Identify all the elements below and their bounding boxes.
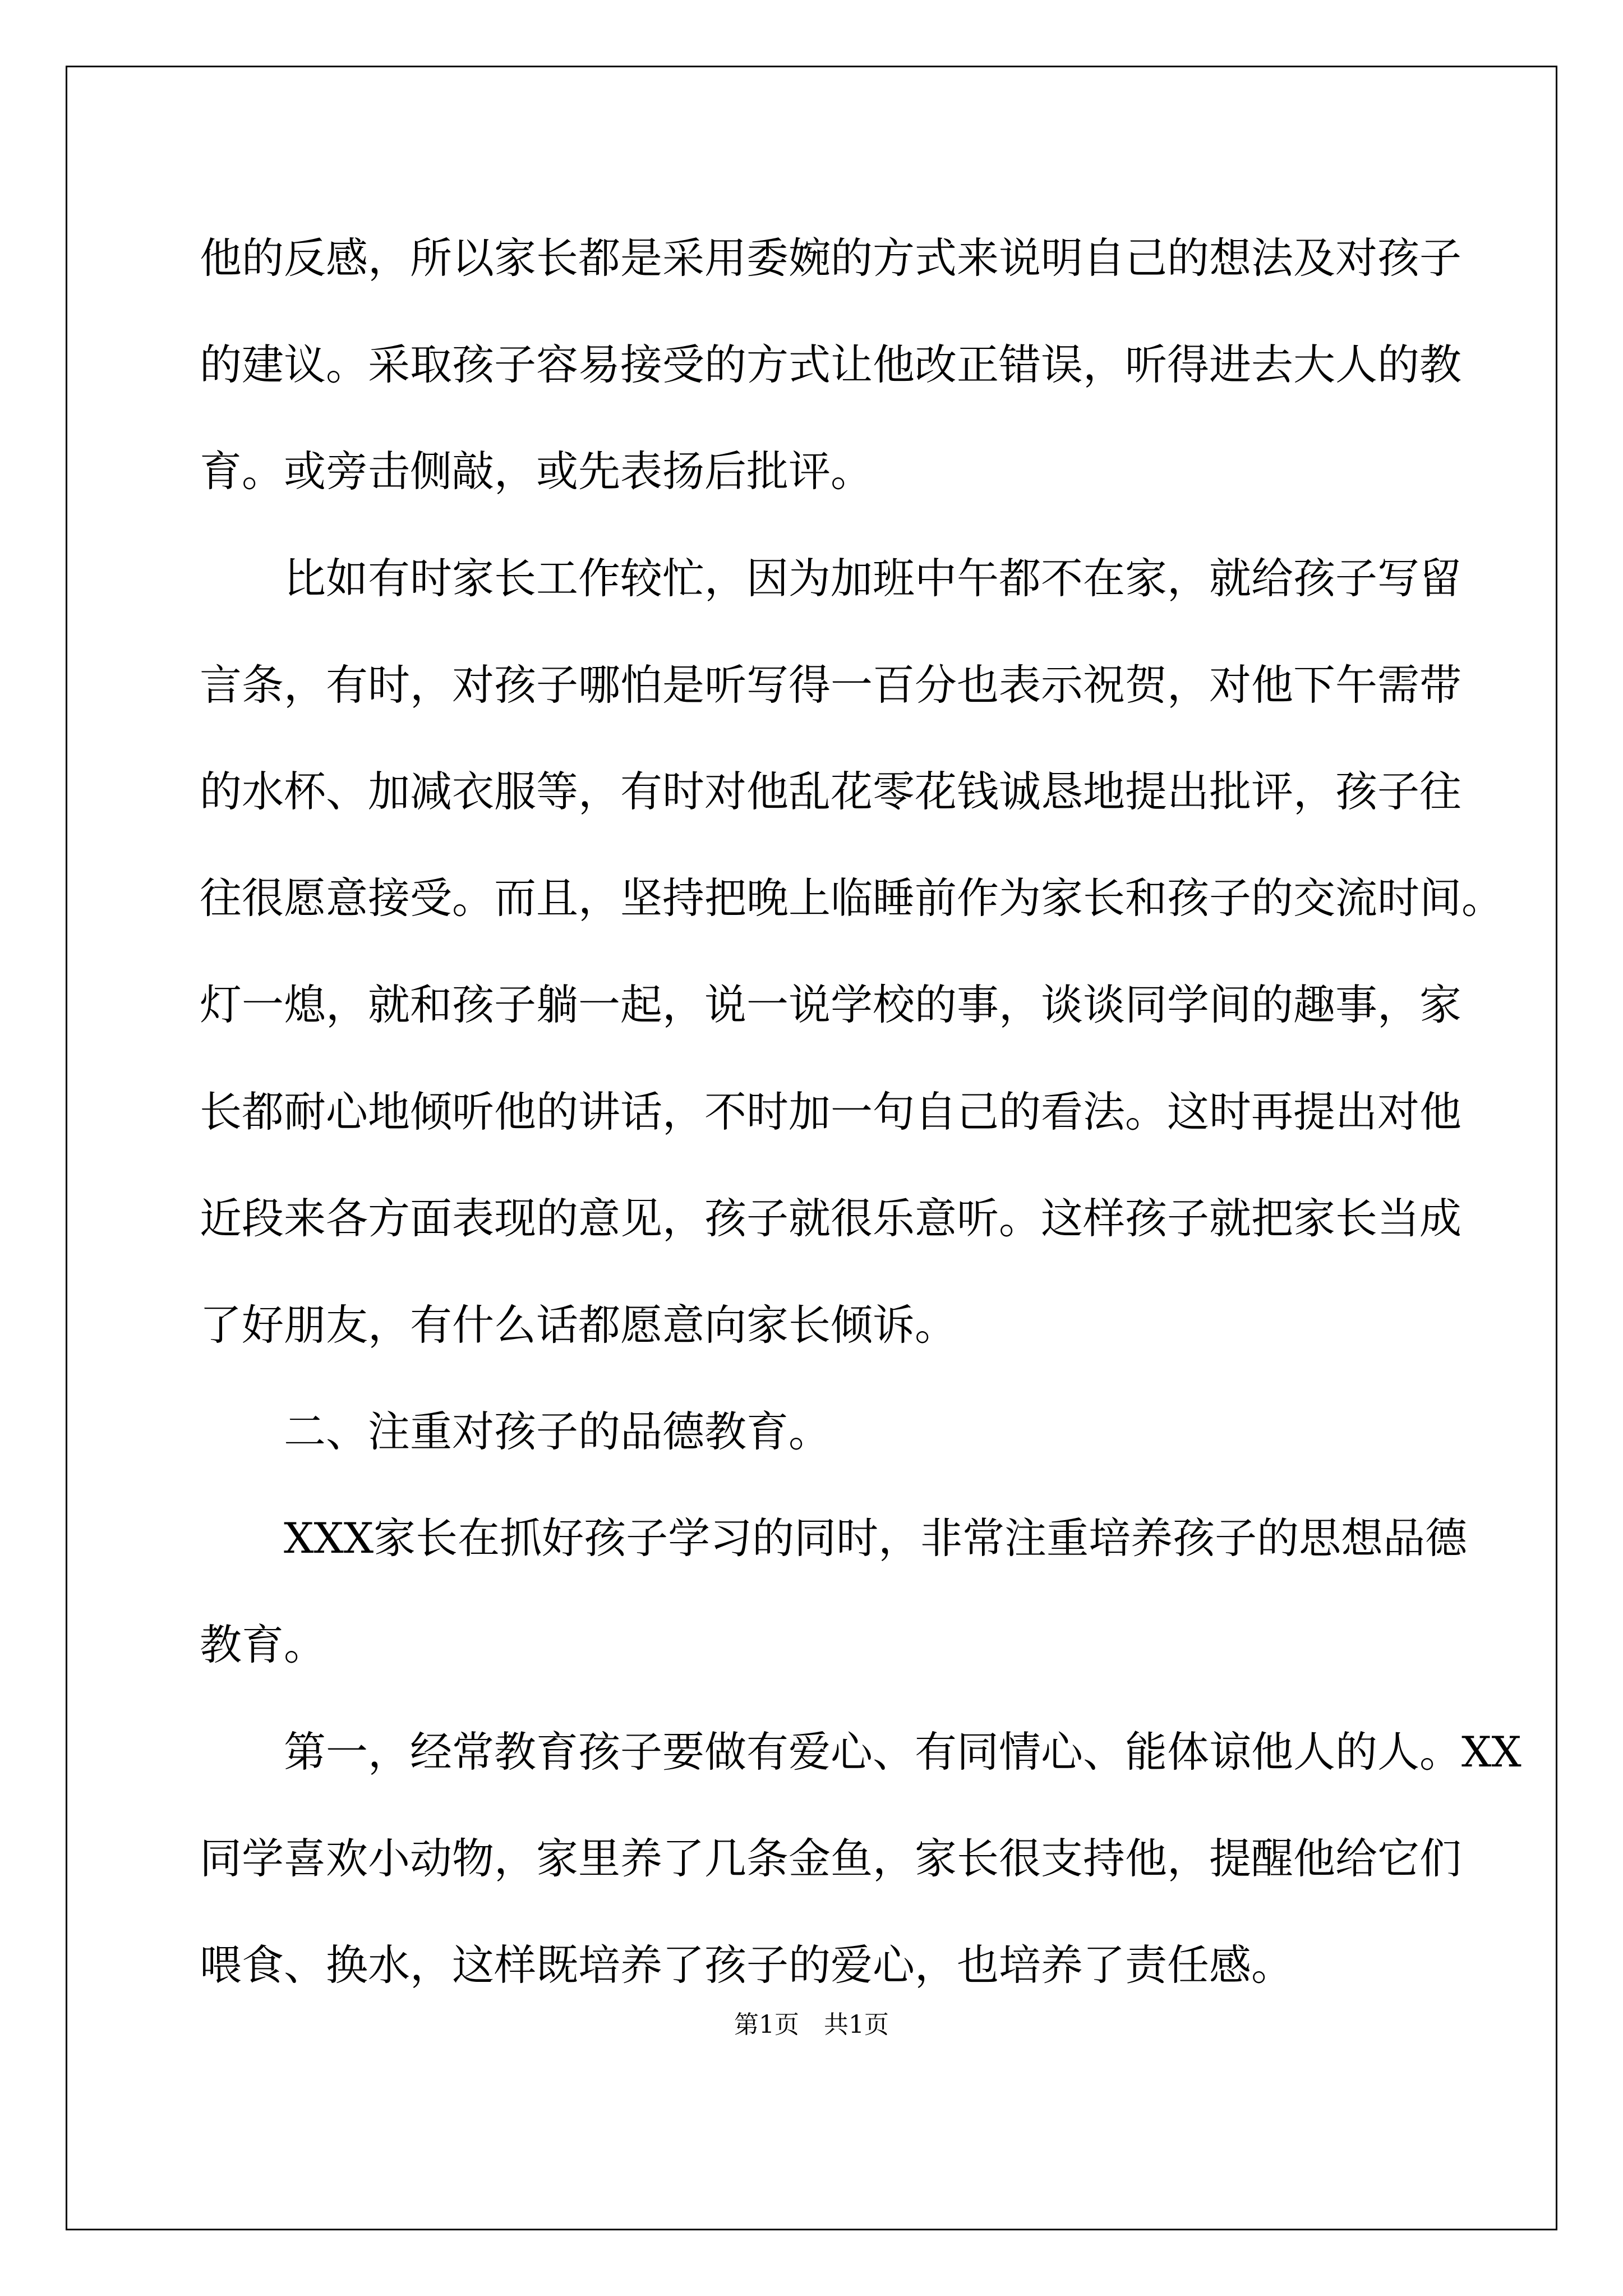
section-heading: 二、注重对孩子的品德教育。: [284, 1407, 831, 1457]
page-number-footer: 第1页 共1页: [734, 2010, 889, 2039]
paragraph-start-line: XXX家长在抓好孩子学习的同时，非常注重培养孩子的思想品德: [284, 1513, 1468, 1563]
text-line: 他的反感，所以家长都是采用委婉的方式来说明自己的想法及对孩子: [200, 233, 1462, 283]
text-line: 教育。: [200, 1620, 326, 1670]
document-body: [200, 205, 1521, 2018]
text-line: 往很愿意接受。而且，坚持把晚上临睡前作为家长和孩子的交流时间。: [200, 873, 1504, 923]
text-line: 喂食、换水，这样既培养了孩子的爱心，也培养了责任感。: [200, 1940, 1294, 1990]
text-line: 的水杯、加减衣服等，有时对他乱花零花钱诚恳地提出批评，孩子往: [200, 766, 1462, 816]
text-line: 的建议。采取孩子容易接受的方式让他改正错误，听得进去大人的教: [200, 340, 1462, 390]
text-line: 灯一熄，就和孩子躺一起，说一说学校的事，谈谈同学间的趣事，家: [200, 980, 1462, 1030]
text-line: 了好朋友，有什么话都愿意向家长倾诉。: [200, 1300, 957, 1350]
text-line: 同学喜欢小动物，家里养了几条金鱼，家长很支持他，提醒他给它们: [200, 1833, 1462, 1883]
paragraph-start-line: 第一，经常教育孩子要做有爱心、有同情心、能体谅他人的人。XX: [284, 1727, 1521, 1777]
text-line: 长都耐心地倾听他的讲话，不时加一句自己的看法。这时再提出对他: [200, 1087, 1462, 1137]
text-line: 育。或旁击侧敲，或先表扬后批评。: [200, 447, 873, 496]
text-line: 近段来各方面表现的意见，孩子就很乐意听。这样孩子就把家长当成: [200, 1193, 1462, 1243]
text-line: 言条，有时，对孩子哪怕是听写得一百分也表示祝贺，对他下午需带: [200, 660, 1462, 710]
paragraph-start-line: 比如有时家长工作较忙，因为加班中午都不在家，就给孩子写留: [284, 553, 1462, 603]
